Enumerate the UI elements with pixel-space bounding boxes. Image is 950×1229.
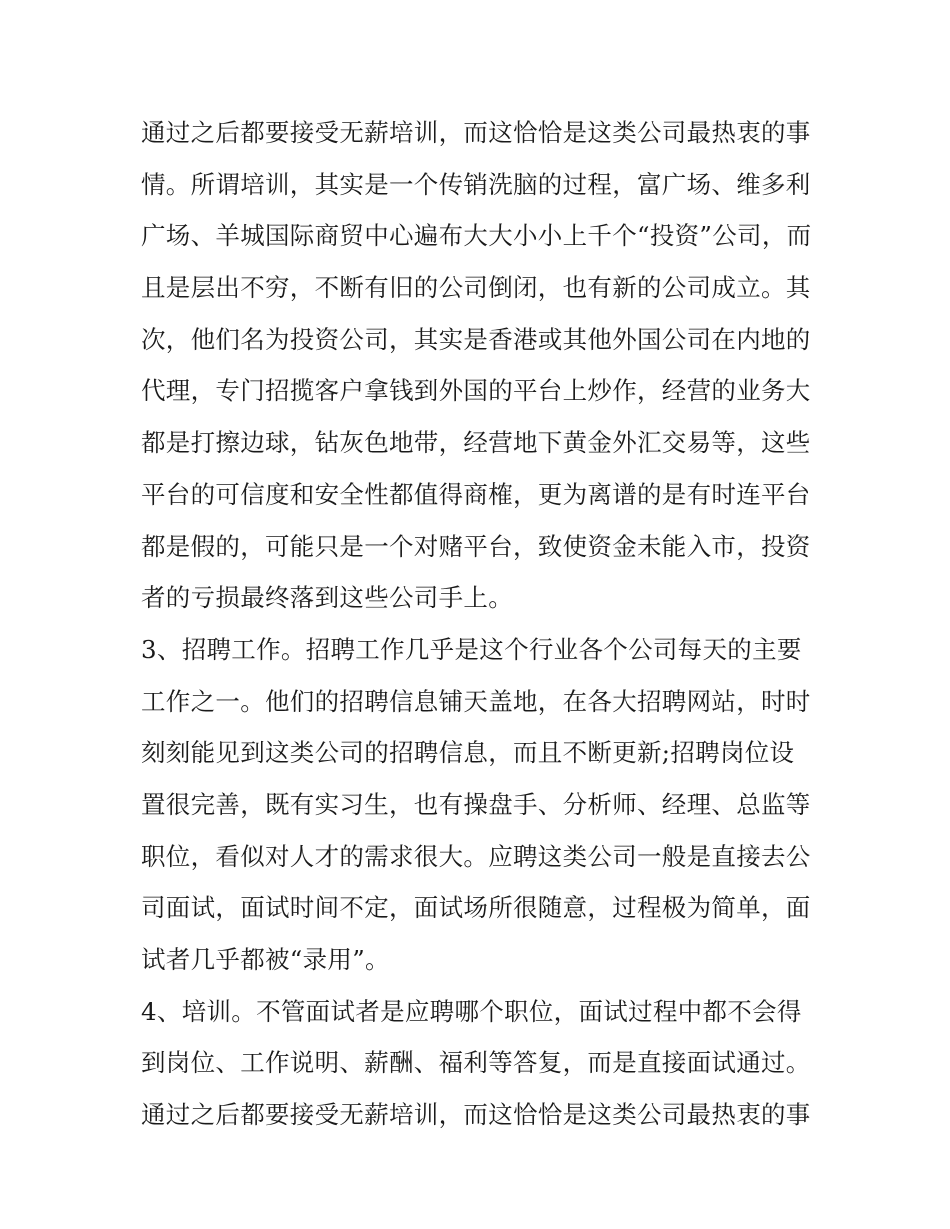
text-line: 职位，看似对人才的需求很大。应聘这类公司一般是直接去公: [141, 841, 811, 871]
text-line: 都是假的，可能只是一个对赌平台，致使资金未能入市，投资: [141, 531, 811, 561]
text-line: 且是层出不穷，不断有旧的公司倒闭，也有新的公司成立。其: [141, 273, 811, 303]
text-line: 平台的可信度和安全性都值得商榷，更为离谱的是有时连平台: [141, 479, 811, 509]
section-3-heading-line: 3、招聘工作。招聘工作几乎是这个行业各个公司每天的主要: [141, 634, 802, 664]
text-line: 试者几乎都被“录用”。: [141, 945, 390, 974]
text-line: 都是打擦边球，钻灰色地带，经营地下黄金外汇交易等，这些: [141, 428, 811, 458]
text-line: 广场、羊城国际商贸中心遍布大大小小上千个“投资”公司，而: [141, 221, 812, 251]
text-line: 司面试，面试时间不定，面试场所很随意，过程极为简单，面: [141, 893, 811, 923]
text-line: 到岗位、工作说明、薪酬、福利等答复，而是直接面试通过。: [141, 1048, 811, 1078]
text-line: 通过之后都要接受无薪培训，而这恰恰是这类公司最热衷的事: [141, 1100, 811, 1130]
text-line: 情。所谓培训，其实是一个传销洗脑的过程，富广场、维多利: [141, 169, 811, 199]
section-4-heading-line: 4、培训。不管面试者是应聘哪个职位，面试过程中都不会得: [141, 996, 802, 1026]
text-line: 代理，专门招揽客户拿钱到外国的平台上炒作，经营的业务大: [141, 376, 811, 406]
text-line: 置很完善，既有实习生，也有操盘手、分析师、经理、总监等: [141, 789, 811, 819]
text-line: 刻刻能见到这类公司的招聘信息，而且不断更新;招聘岗位设: [141, 738, 795, 768]
document-body: [141, 107, 817, 1141]
text-line: 工作之一。他们的招聘信息铺天盖地，在各大招聘网站，时时: [141, 686, 811, 716]
text-line: 者的亏损最终落到这些公司手上。: [141, 583, 513, 613]
text-line: 次，他们名为投资公司，其实是香港或其他外国公司在内地的: [141, 324, 811, 354]
text-line: 通过之后都要接受无薪培训，而这恰恰是这类公司最热衷的事: [141, 118, 811, 147]
